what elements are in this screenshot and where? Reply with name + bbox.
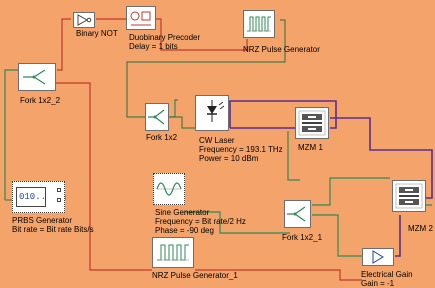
cw-laser-power-param: Power = 10 dBm xyxy=(199,154,259,163)
fork-1x2-1-block[interactable] xyxy=(284,200,311,228)
duobinary-delay-param: Delay = 1 bits xyxy=(129,42,178,51)
prbs-bitrate-param: Bit rate = Bit rate Bits/s xyxy=(12,225,94,234)
nrz-pulse-generator-1-label: NRZ Pulse Generator_1 xyxy=(152,271,238,280)
precoder-icon xyxy=(127,7,155,29)
prbs-generator-label: PRBS Generator xyxy=(12,216,73,225)
electrical-gain-param: Gain = -1 xyxy=(361,279,395,288)
amplifier-triangle-icon xyxy=(363,249,393,265)
not-gate-icon xyxy=(74,13,94,27)
modulator-icon xyxy=(296,108,328,138)
sine-generator-block[interactable] xyxy=(153,173,185,205)
sine-phase-param: Phase = -90 deg xyxy=(155,226,214,235)
prbs-generator-block[interactable] xyxy=(12,181,65,213)
nrz-pulse-generator-block[interactable] xyxy=(243,10,275,38)
binary-not-block[interactable] xyxy=(73,12,95,28)
prbs-display xyxy=(16,187,46,207)
electrical-gain-label: Electrical Gain xyxy=(361,270,413,279)
prbs-icon-text: 010.. xyxy=(19,192,47,202)
pulse-wave-icon xyxy=(153,238,193,267)
fork-icon xyxy=(19,64,55,90)
pulse-wave-icon xyxy=(244,11,274,37)
fork-1x2-label: Fork 1x2 xyxy=(146,133,178,142)
fork-icon xyxy=(146,104,168,130)
nrz-pulse-generator-label: NRZ Pulse Generator xyxy=(243,45,320,54)
sine-generator-label: Sine Generator xyxy=(155,208,210,217)
modulator-icon xyxy=(393,181,425,211)
fork-icon xyxy=(285,201,310,227)
fork-1x2-2-block[interactable] xyxy=(18,63,56,91)
fork-1x2-block[interactable] xyxy=(145,103,169,131)
mzm1-block[interactable] xyxy=(295,107,329,139)
sine-wave-icon xyxy=(154,174,184,204)
duobinary-precoder-label: Duobinary Precoder xyxy=(129,33,201,42)
binary-not-label: Binary NOT xyxy=(76,29,118,38)
nrz-pulse-generator-1-block[interactable] xyxy=(152,237,194,268)
cw-laser-frequency-param: Frequency = 193.1 THz xyxy=(199,145,283,154)
fork-1x2-2-label: Fork 1x2_2 xyxy=(20,96,61,105)
duobinary-precoder-block[interactable] xyxy=(126,6,156,30)
prbs-output-port[interactable] xyxy=(57,188,61,192)
prbs-output-port[interactable] xyxy=(57,198,61,202)
laser-diode-icon xyxy=(196,96,228,130)
electrical-gain-block[interactable] xyxy=(362,248,394,266)
cw-laser-block[interactable] xyxy=(195,95,229,131)
mzm1-label: MZM 1 xyxy=(298,143,323,152)
mzm2-label: MZM 2 xyxy=(408,224,433,233)
cw-laser-label: CW Laser xyxy=(199,136,235,145)
mzm2-block[interactable] xyxy=(392,180,426,212)
sine-frequency-param: Frequency = Bit rate/2 Hz xyxy=(155,217,246,226)
fork-1x2-1-label: Fork 1x2_1 xyxy=(282,233,323,242)
